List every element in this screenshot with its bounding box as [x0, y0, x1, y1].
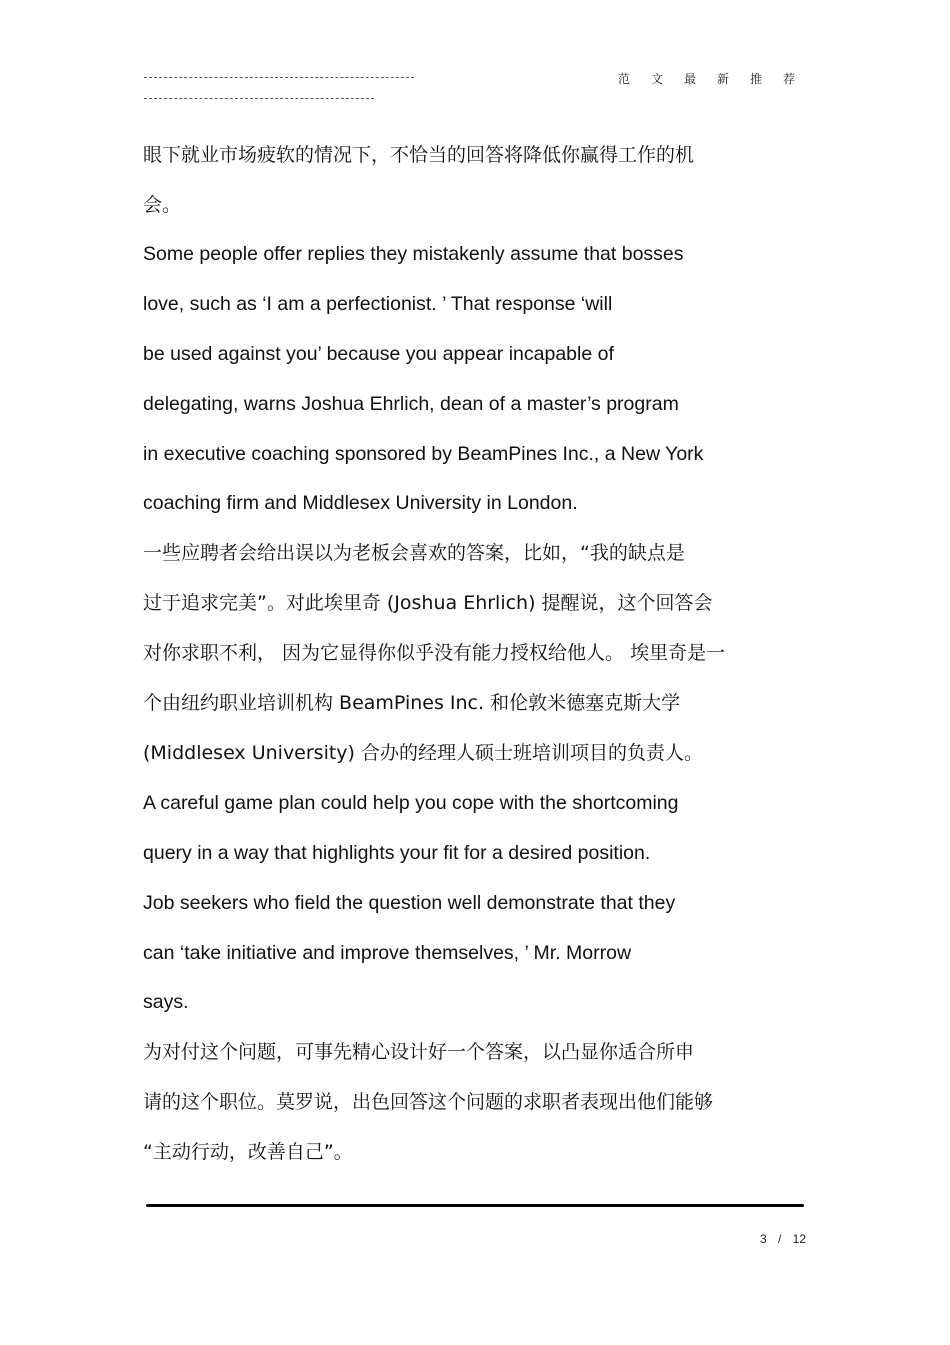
header-dashed-rule-top [144, 77, 414, 78]
text-line: 为对付这个问题，可事先精心设计好一个答案，以凸显你适合所申 [143, 1041, 695, 1063]
text-line: (Middlesex University) 合办的经理人硕士班培训项目的负责人。 [143, 742, 704, 764]
text-line: Job seekers who field the question well demonstrate that they [143, 892, 676, 914]
text-line: 过于追求完美”。对此埃里奇 (Joshua Ehrlich) 提醒说，这个回答会 [143, 592, 713, 614]
text-line: A careful game plan could help you cope with the shortcoming [143, 792, 679, 814]
header-dashed-rule-bottom [144, 98, 374, 99]
text-line: be used against you’ because you appear incapable of [143, 343, 614, 365]
footer-rule [146, 1204, 804, 1207]
text-line: 眼下就业市场疲软的情况下，不恰当的回答将降低你赢得工作的机 [143, 144, 695, 166]
text-line: delegating, warns Joshua Ehrlich, dean of a master’s program [143, 393, 679, 415]
text-line: 请的这个职位。莫罗说，出色回答这个问题的求职者表现出他们能够 [143, 1091, 714, 1113]
text-line: “主动行动，改善自己”。 [143, 1141, 353, 1163]
text-line: query in a way that highlights your fit for a desired position. [143, 842, 651, 864]
text-line: 个由纽约职业培训机构 BeamPines Inc. 和伦敦米德塞克斯大学 [143, 692, 681, 714]
text-line: love, such as ‘I am a perfectionist. ’ That response ‘will [143, 293, 613, 315]
text-line: Some people offer replies they mistakenly assume that bosses [143, 243, 684, 265]
text-line: in executive coaching sponsored by BeamPines Inc., a New York [143, 443, 704, 465]
text-line: coaching firm and Middlesex University in London. [143, 492, 578, 514]
text-line: 对你求职不利， 因为它显得你似乎没有能力授权给他人。 埃里奇是一 [143, 642, 726, 664]
text-line: 一些应聘者会给出误以为老板会喜欢的答案，比如，“我的缺点是 [143, 542, 685, 564]
page-number: 3 / 12 [760, 1232, 807, 1246]
text-line: can ‘take initiative and improve themselves, ’ Mr. Morrow [143, 942, 632, 964]
text-line: 会。 [143, 194, 182, 216]
header-title: 范文最新推荐 [618, 72, 817, 86]
text-line: says. [143, 991, 189, 1013]
